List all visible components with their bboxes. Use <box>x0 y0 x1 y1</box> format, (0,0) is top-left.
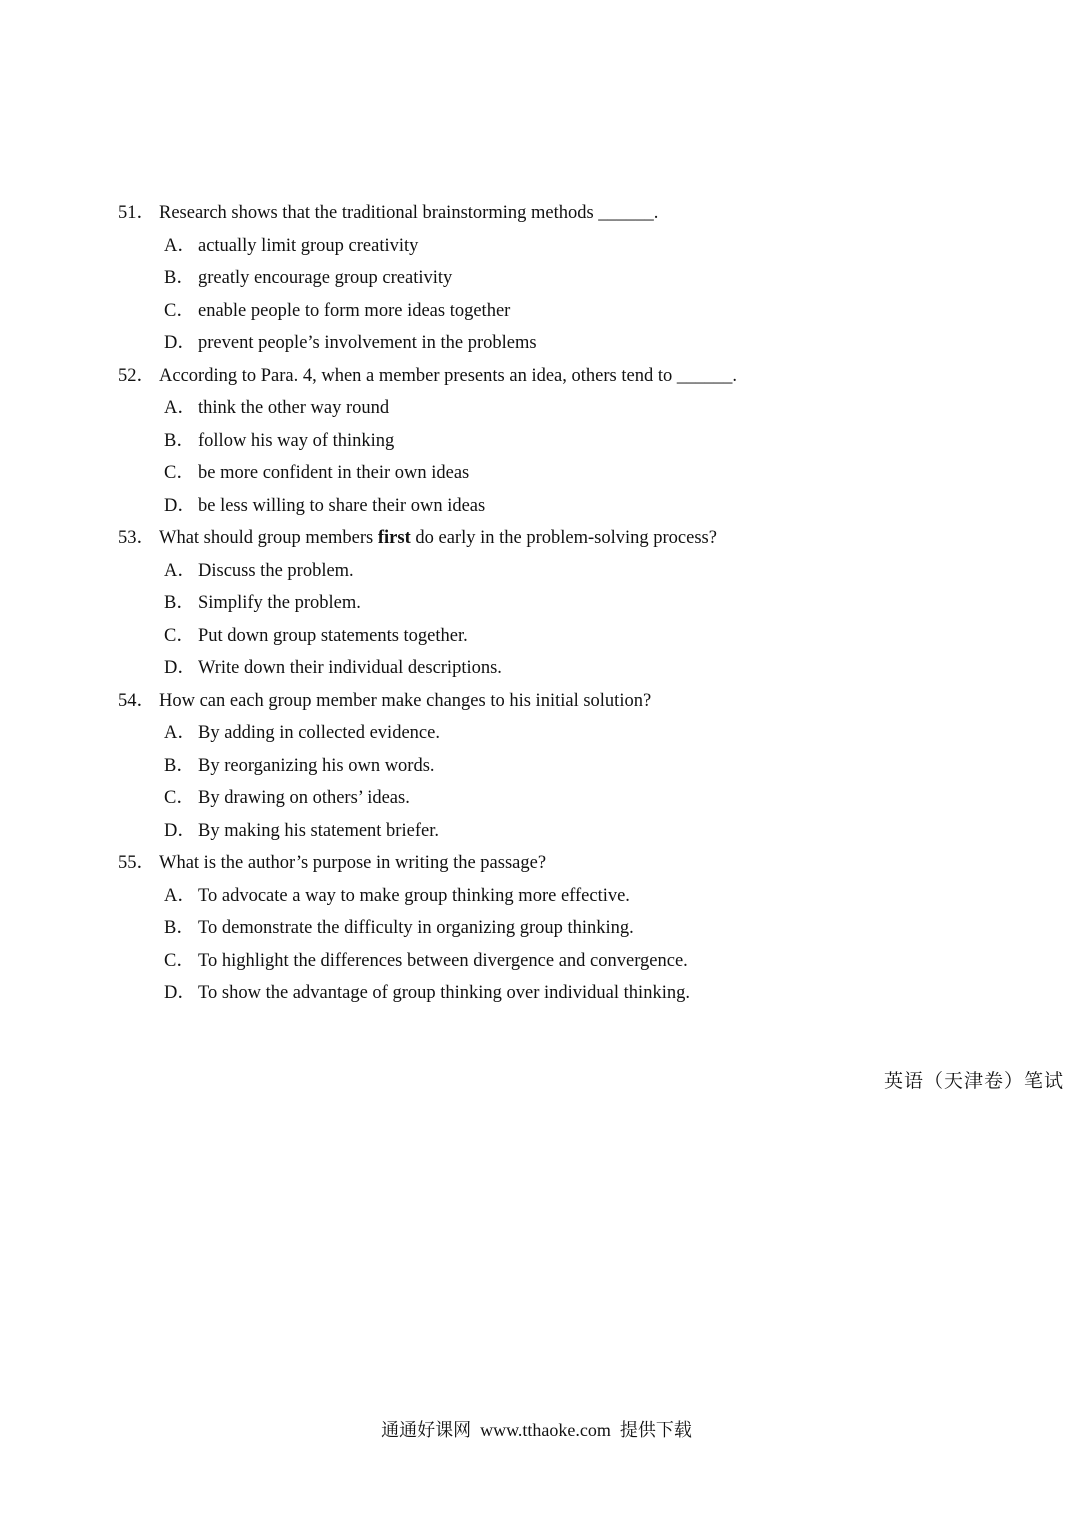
question-text-emphasis: first <box>377 528 411 548</box>
option-c <box>118 782 1018 815</box>
question-number: 54． <box>118 690 156 711</box>
option-text: be less willing to share their own ideas <box>198 495 486 516</box>
question-55 <box>118 847 1018 1010</box>
question-52 <box>118 360 1018 523</box>
option-letter: C． <box>164 463 195 483</box>
option-letter: A． <box>164 398 196 418</box>
option-letter: A． <box>164 885 196 906</box>
option-text: Write down their individual descriptions. <box>198 658 502 678</box>
option-b <box>118 425 1018 458</box>
option-letter: C． <box>164 625 195 646</box>
question-text-after: do early in the problem-solving process? <box>410 528 717 548</box>
question-text-before: What should group members <box>159 528 378 548</box>
option-letter: D． <box>164 495 196 516</box>
option-text: To show the advantage of group thinking over individual thinking. <box>198 983 690 1003</box>
question-text: How can each group member make changes to his initial solution? <box>159 690 652 711</box>
option-text: Simplify the problem. <box>198 593 361 613</box>
option-c <box>118 295 1018 328</box>
option-letter: B． <box>164 593 195 613</box>
option-text: To advocate a way to make group thinking more effective. <box>198 885 630 906</box>
option-text: follow his way of thinking <box>198 430 395 451</box>
question-text: Research shows that the traditional brainstorming methods ______. <box>159 203 659 223</box>
option-a <box>118 717 1018 750</box>
question-list <box>118 197 1018 1010</box>
option-b <box>118 262 1018 295</box>
option-text: Put down group statements together. <box>198 625 468 646</box>
question-number: 52． <box>118 365 156 386</box>
option-text: To demonstrate the difficulty in organizing group thinking. <box>198 918 634 938</box>
option-d <box>118 490 1018 523</box>
option-a <box>118 555 1018 588</box>
option-letter: C． <box>164 950 195 971</box>
option-a <box>118 230 1018 263</box>
question-51 <box>118 197 1018 360</box>
option-d <box>118 652 1018 685</box>
question-number: 51． <box>118 203 156 223</box>
option-a <box>118 392 1018 425</box>
option-letter: B． <box>164 268 195 288</box>
question-stem <box>118 197 1018 230</box>
option-letter: C． <box>164 300 195 321</box>
option-b <box>118 587 1018 620</box>
question-stem <box>118 360 1018 393</box>
option-text: be more confident in their own ideas <box>198 463 470 483</box>
option-d <box>118 977 1018 1010</box>
option-c <box>118 457 1018 490</box>
option-letter: C． <box>164 788 195 808</box>
option-text: By reorganizing his own words. <box>198 755 435 776</box>
option-b <box>118 750 1018 783</box>
question-number: 55． <box>118 853 156 873</box>
question-stem <box>118 847 1018 880</box>
option-letter: B． <box>164 918 195 938</box>
option-text: Discuss the problem. <box>198 560 354 581</box>
option-d <box>118 815 1018 848</box>
option-letter: A． <box>164 560 196 581</box>
option-a <box>118 880 1018 913</box>
question-text: What is the author’s purpose in writing the passage? <box>159 853 547 873</box>
option-text: By adding in collected evidence. <box>198 723 440 743</box>
option-c <box>118 945 1018 978</box>
option-c <box>118 620 1018 653</box>
option-letter: B． <box>164 430 195 451</box>
question-number: 53． <box>118 528 156 548</box>
option-letter: A． <box>164 723 196 743</box>
question-53 <box>118 522 1018 685</box>
option-letter: D． <box>164 333 196 353</box>
question-stem <box>118 522 1018 555</box>
option-text: think the other way round <box>198 398 390 418</box>
option-text: To highlight the differences between divergence and convergence. <box>198 950 688 971</box>
question-54 <box>118 685 1018 848</box>
option-text: greatly encourage group creativity <box>198 268 453 288</box>
option-letter: D． <box>164 820 196 841</box>
option-letter: D． <box>164 983 196 1003</box>
option-letter: B． <box>164 755 195 776</box>
option-text: enable people to form more ideas together <box>198 300 511 321</box>
option-b <box>118 912 1018 945</box>
option-text: By making his statement briefer. <box>198 820 439 841</box>
page-footer: 通通好课网 www.tthaoke.com 提供下载 <box>381 1420 692 1440</box>
option-letter: D． <box>164 658 196 678</box>
question-stem <box>118 685 1018 718</box>
option-text: actually limit group creativity <box>198 235 419 256</box>
option-letter: A． <box>164 235 196 256</box>
option-text: By drawing on others’ ideas. <box>198 788 410 808</box>
exam-label: 英语（天津卷）笔试 <box>883 1071 1064 1092</box>
question-text: According to Para. 4, when a member presents an idea, others tend to ______. <box>159 365 737 386</box>
option-text: prevent people’s involvement in the problems <box>198 333 537 353</box>
option-d <box>118 327 1018 360</box>
